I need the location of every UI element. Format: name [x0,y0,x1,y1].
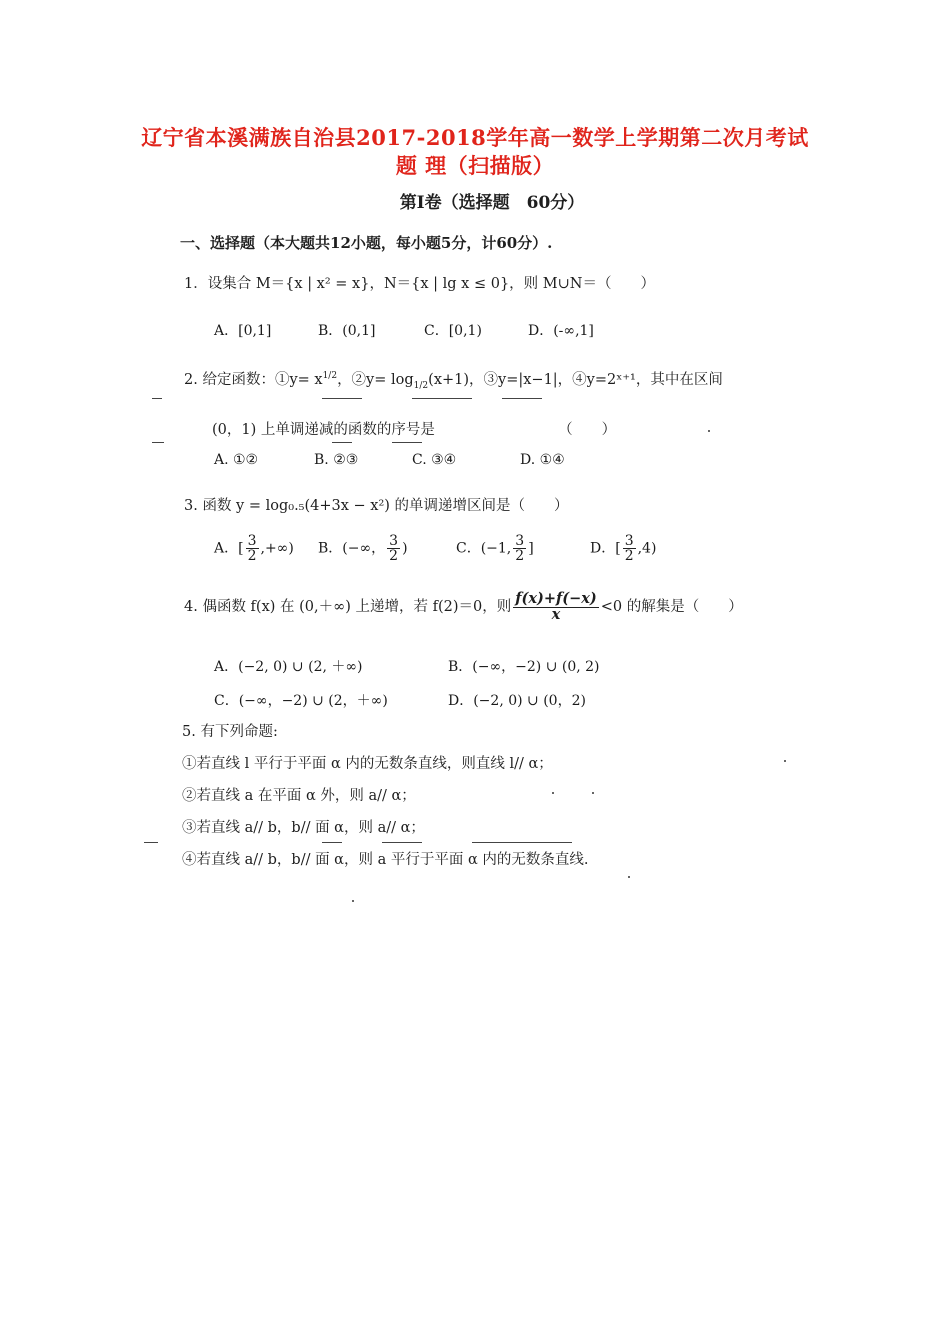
scan-speck [592,792,594,794]
scan-speck [628,876,630,878]
fraction-denominator: 2 [515,548,525,564]
question-3-option-c-fraction [513,534,526,563]
question-5-stem: 5. 有下列命题: [182,724,278,740]
question-3-option-b [318,534,408,563]
question-4-stem-end: <0 的解集是（ ） [600,599,743,615]
question-2-option-c: C. ③④ [412,452,457,468]
question-4-fraction [513,592,599,622]
question-3-option-a-suffix: ,+∞) [260,540,294,557]
question-4-option-b: B．(−∞，−2) ∪ (0, 2) [448,659,600,675]
scan-dash [412,398,472,399]
scan-dash [152,442,164,443]
fraction-denominator: 2 [624,548,634,564]
question-3-option-a-prefix: A．[ [214,540,244,557]
fraction-numerator: 3 [624,533,634,549]
question-4-stem [184,592,743,622]
scan-dash [152,398,162,399]
question-5-proposition-3: ③若直线 a// b，b// 面 α，则 a// α； [182,820,425,836]
question-4-option-c: C．(−∞，−2) ∪ (2，＋∞) [214,693,388,709]
scan-dash [502,398,542,399]
question-2-option-d: D. ①④ [520,452,565,468]
question-3-option-c-suffix: ] [528,540,534,557]
question-1-option-a: A．[0,1] [214,323,272,339]
question-4-option-d: D．(−2, 0) ∪ (0，2) [448,693,586,709]
question-3-option-b-prefix: B．(−∞， [318,540,386,557]
question-3-option-c-prefix: C．(−1, [456,540,512,557]
scan-speck [552,792,554,794]
question-3-option-d-prefix: D．[ [590,540,621,557]
scanned-exam-page [172,180,812,880]
question-3-option-a-fraction [246,534,259,563]
question-3-option-d-fraction [623,534,636,563]
fraction-denominator: 2 [247,548,257,564]
question-3-option-b-suffix: ) [402,540,408,557]
question-3-option-d-suffix: ,4) [637,540,657,557]
question-5-proposition-1: ①若直线 l 平行于平面 α 内的无数条直线，则直线 l// α； [182,756,553,772]
question-3-option-c [456,534,534,563]
scan-dash [322,398,362,399]
question-5-proposition-4: ④若直线 a// b，b// 面 α，则 a 平行于平面 α 内的无数条直线. [182,852,589,868]
question-1-stem: 1．设集合 M＝{x | x² = x}，N＝{x | lg x ≤ 0}，则 M∪N＝（ ） [184,276,655,292]
question-3-stem: 3. 函数 y = log₀.₅(4+3x − x²) 的单调递增区间是（ ） [184,498,569,514]
question-5-proposition-2: ②若直线 a 在平面 α 外，则 a// α； [182,788,416,804]
scan-dash [332,442,352,443]
question-1-option-b: B．(0,1] [318,323,376,339]
fraction-denominator: 2 [389,548,399,564]
fraction-numerator: 3 [515,533,525,549]
question-4-stem-start: 4. 偶函数 f(x) 在 (0,＋∞) 上递增，若 f(2)＝0，则 [184,599,512,615]
question-3-option-a [214,534,294,563]
question-2-stem-mid: ，②y= log [337,372,414,388]
scan-speck [352,900,354,902]
question-2-option-a: A. ①② [214,452,259,468]
section-title: 第Ⅰ卷（选择题 60分） [399,193,585,213]
question-2-stem-start: 2. 给定函数：①y= x [184,372,323,388]
scan-dash [144,842,158,843]
scan-dash [472,842,572,843]
fraction-numerator: 3 [389,533,399,549]
question-2-log-base: 1/2 [413,380,429,391]
section-heading: 一、选择题（本大题共12小题，每小题5分，计60分）. [180,234,553,252]
question-1-option-c: C．[0,1) [424,323,482,339]
scan-speck [708,430,710,432]
question-2-option-b: B. ②③ [314,452,359,468]
question-2-stem-end: (x+1)，③y=|x−1|，④y=2ˣ⁺¹，其中在区间 [428,372,723,388]
document-title-line-2: 题 理（扫描版） [395,153,555,178]
question-2-stem [184,368,723,391]
question-3-option-b-fraction [387,534,400,563]
scan-dash [392,442,422,443]
document-title-line-1: 辽宁省本溪满族自治县2017-2018学年高一数学上学期第二次月考试 [141,125,809,150]
scan-dash [382,842,422,843]
question-1-option-d: D．(-∞,1] [528,323,594,339]
fraction-numerator: 3 [247,533,257,549]
question-2-stem-line-2: (0，1) 上单调递减的函数的序号是 （ ） [212,422,617,438]
fraction-numerator: f(x)+f(−x) [515,590,597,607]
scan-speck [784,760,786,762]
question-4-option-a: A．(−2, 0) ∪ (2, ＋∞) [214,659,363,675]
scan-dash [322,842,342,843]
fraction-denominator: x [551,605,561,623]
question-2-exponent: 1/2 [322,371,338,382]
question-3-option-d [590,534,656,563]
